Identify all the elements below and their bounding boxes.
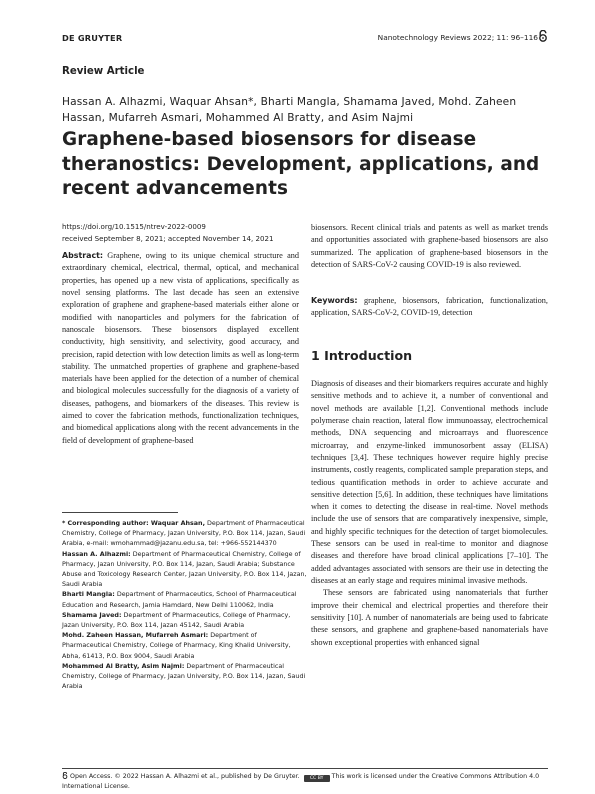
abstract-text-continued: biosensors. Recent clinical trials and patents as well as market trends and opportunities associated with graphene-based biosensors are also summarized. The application of graphene-based biosensors in the detection of SARS-CoV-2 causing COVID-19 is also reviewed.	[311, 223, 548, 269]
author-list: Hassan A. Alhazmi, Waquar Ahsan*, Bharti Mangla, Shamama Javed, Mohd. Zaheen Hassan, Mufarreh Asmari, Mohammed Al Bratty, and Asim Najmi	[62, 96, 517, 124]
received-accepted-dates: received September 8, 2021; accepted November 14, 2021	[62, 234, 274, 243]
journal-reference: Nanotechnology Reviews 2022; 11: 96–116	[377, 33, 538, 42]
introduction-paragraph-2: These sensors are fabricated using nanomaterials that further improve their chemical and electrical properties and therefore their sensitivity [10]. A number of nanomaterials are being used to fabricate these sensors, and graphene and graphene-based nanomaterials have shown exceptional properties with enhanced signal	[311, 588, 548, 647]
keywords-label: Keywords:	[311, 296, 358, 305]
article-type: Review Article	[62, 66, 145, 77]
open-access-icon	[538, 30, 548, 42]
open-access-statement: Open Access. © 2022 Hassan A. Alhazmi et al., published by De Gruyter.	[70, 773, 300, 780]
publisher-name: DE GRUYTER	[62, 33, 123, 43]
doi-link[interactable]: https://doi.org/10.1515/ntrev-2022-0009	[62, 222, 206, 231]
cc-by-badge[interactable]: CC BY	[304, 775, 330, 782]
abstract-continued	[311, 222, 548, 271]
keywords	[311, 295, 548, 320]
footnote-affiliation: Hassan A. Alhazmi: Department of Pharmaceutical Chemistry, College of Pharmacy, Jazan University, P.O. Box 114, Jazan, Saudi Arabia; Substance Abuse and Toxicology Research Center, Jazan University, P.O. Box 114, Jazan, Saudi Arabia	[62, 550, 307, 589]
page-footer-divider	[62, 768, 548, 769]
keywords-text: graphene, biosensors, fabrication, functionalization, application, SARS-CoV-2, COVID-19, detection	[311, 296, 548, 318]
abstract-label: Abstract:	[62, 251, 104, 260]
license-text: This work is licensed under the Creative Commons Attribution 4.0 International License.	[62, 773, 540, 790]
abstract	[62, 250, 299, 447]
footnote-affiliation: Mohd. Zaheen Hassan, Mufarreh Asmari: Department of Pharmaceutical Chemistry, College of Pharmacy, King Khalid University, Abha, 61413, P.O. Box 9004, Saudi Arabia	[62, 632, 291, 660]
license-statement	[62, 772, 548, 792]
footnote-affiliation: Shamama Javed: Department of Pharmaceutics, College of Pharmacy, Jazan University, P.O. Box 114, Jazan 45142, Saudi Arabia	[62, 611, 291, 630]
introduction-paragraph-1: Diagnosis of diseases and their biomarkers requires accurate and highly sensitive methods and to achieve it, a number of conventional and novel methods are available [1,2]. Conventional methods include polymerase chain reaction, lateral flow immunoassay, electrochemical methods, DNA sequencing and microarrays and fluorescence microarray, and enzyme-linked immunosorbent assay (ELISA) techniques [3,4]. These techniques however require highly precise instruments, costly reagents, complicated sample preparation steps, and tedious quantification methods in order to achieve accurate and sensitive detection [5,6]. In addition, these techniques have limitations when it comes to detecting the disease in real-time. Novel methods include the use of sensors that are comparatively inexpensive, simple, and highly specific techniques for the detection of target biomolecules. These sensors can be used in real-time to monitor and diagnose diseases and therefore have broad clinical applications [7–10]. The added advantages associated with sensors are their use in detecting the diseases at an early stage and requires minimal invasive methods.	[311, 379, 548, 585]
footnote-divider	[62, 512, 178, 513]
author-affiliations	[62, 519, 307, 692]
footnote-affiliation: Bharti Mangla: Department of Pharmaceutics, School of Pharmaceutical Education and Research, Jamia Hamdard, New Delhi 110062, India	[62, 591, 297, 609]
footnote-corresponding-author: * Corresponding author: Waquar Ahsan, Department of Pharmaceutical Chemistry, College of Pharmacy, Jazan University, P.O. Box 114, Jazan, Saudi Arabia, e-mail: wmohammad@jazanu.edu.sa, tel: +966-552144370	[62, 520, 306, 548]
article-title: Graphene-based biosensors for disease theranostics: Development, applications, and recent advancements	[62, 129, 540, 199]
footnote-affiliation: Mohammed Al Bratty, Asim Najmi: Department of Pharmaceutical Chemistry, College of Pharmacy, Jazan University, P.O. Box 114, Jazan, Saudi Arabia	[62, 662, 306, 691]
open-access-icon	[62, 772, 68, 779]
abstract-text: Graphene, owing to its unique chemical structure and extraordinary chemical, electrical, thermal, optical, and mechanical properties, has opened up a new vista of applications, specifically as novel sensing platforms. The last decade has seen an extensive exploration of graphene and graphene-based materials either alone or modified with nanoparticles and polymers for the fabrication of nanoscale biosensors. These biosensors displayed excellent conductivity, high sensitivity, and selectivity, good accuracy, and precision, rapid detection with low detection limits as well as long-term stability. The unmatched properties of graphene and graphene-based materials have been applied for the detection of a number of chemical and biological molecules successfully for the diagnosis of a variety of diseases, pathogens, and biomarkers of the diseases. This review is aimed to cover the fabrication methods, functionalization techniques, and biomedical applications along with the recent advancements in the field of development of graphene-based	[62, 251, 299, 445]
introduction-heading: 1 Introduction	[311, 348, 413, 363]
introduction-body	[311, 378, 548, 649]
